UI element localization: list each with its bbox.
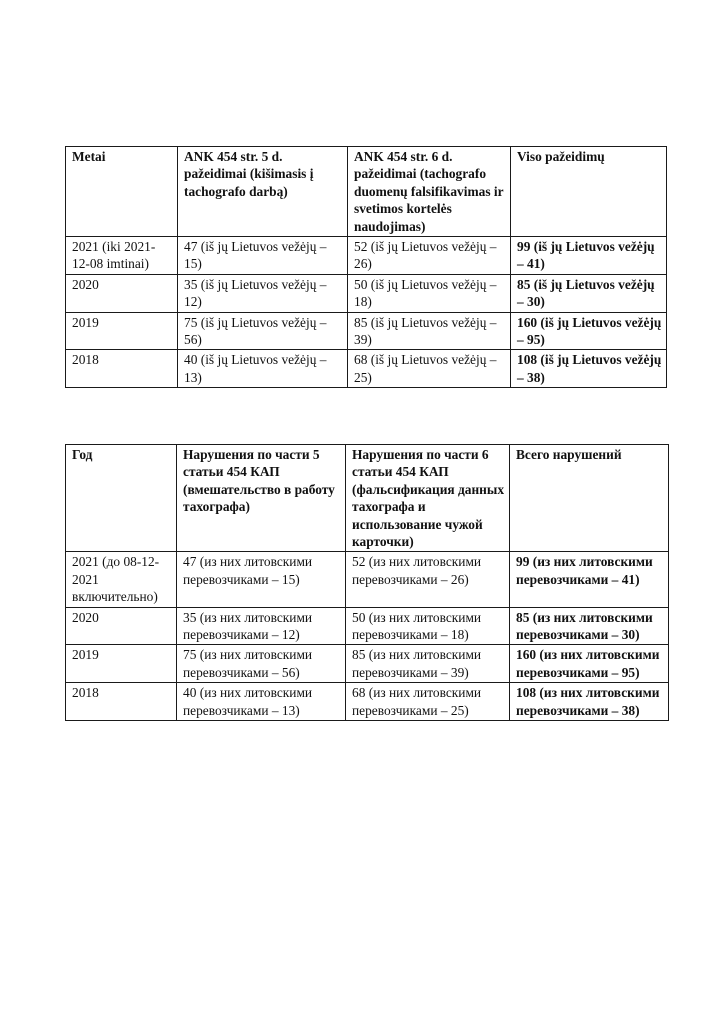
header-year: Год — [66, 445, 177, 552]
header-part6-violations: Нарушения по части 6 статьи 454 КАП (фальсификация данных тахографа и использование чужой карточки) — [346, 445, 510, 552]
cell-part6: 52 (iš jų Lietuvos vežėjų – 26) — [348, 237, 511, 275]
cell-part5: 75 (из них литовскими перевозчиками – 56) — [177, 645, 346, 683]
cell-part5: 35 (iš jų Lietuvos vežėjų – 12) — [178, 274, 348, 312]
table-row — [66, 312, 667, 350]
header-total-violations: Всего нарушений — [510, 445, 669, 552]
cell-part5: 47 (из них литовскими перевозчиками – 15) — [177, 552, 346, 607]
cell-total: 108 (из них литовскими перевозчиками – 38) — [510, 683, 669, 721]
cell-part6: 85 (из них литовскими перевозчиками – 39) — [346, 645, 510, 683]
cell-total: 108 (iš jų Lietuvos vežėjų – 38) — [511, 350, 667, 388]
cell-total: 160 (iš jų Lietuvos vežėjų – 95) — [511, 312, 667, 350]
cell-part6: 68 (из них литовскими перевозчиками – 25) — [346, 683, 510, 721]
table-row — [66, 350, 667, 388]
cell-part5: 40 (iš jų Lietuvos vežėjų – 13) — [178, 350, 348, 388]
cell-year: 2019 — [66, 312, 178, 350]
violations-table-lithuanian — [65, 146, 667, 388]
violations-table-russian — [65, 444, 669, 721]
cell-year: 2021 (iki 2021-12-08 imtinai) — [66, 237, 178, 275]
cell-part6: 50 (iš jų Lietuvos vežėjų – 18) — [348, 274, 511, 312]
cell-part5: 35 (из них литовскими перевозчиками – 12) — [177, 607, 346, 645]
cell-year: 2021 (до 08-12-2021 включительно) — [66, 552, 177, 607]
header-total-violations: Viso pažeidimų — [511, 147, 667, 237]
cell-year: 2018 — [66, 350, 178, 388]
cell-year: 2020 — [66, 274, 178, 312]
cell-total: 99 (iš jų Lietuvos vežėjų – 41) — [511, 237, 667, 275]
table-row — [66, 607, 669, 645]
cell-part5: 47 (iš jų Lietuvos vežėjų – 15) — [178, 237, 348, 275]
header-part5-violations: ANK 454 str. 5 d. pažeidimai (kišimasis į tachografo darbą) — [178, 147, 348, 237]
cell-year: 2020 — [66, 607, 177, 645]
cell-total: 85 (iš jų Lietuvos vežėjų – 30) — [511, 274, 667, 312]
table-header-row — [66, 445, 669, 552]
cell-part6: 52 (из них литовскими перевозчиками – 26) — [346, 552, 510, 607]
cell-part6: 50 (из них литовскими перевозчиками – 18) — [346, 607, 510, 645]
table-row — [66, 274, 667, 312]
cell-year: 2018 — [66, 683, 177, 721]
header-year: Metai — [66, 147, 178, 237]
cell-part5: 75 (iš jų Lietuvos vežėjų – 56) — [178, 312, 348, 350]
cell-part6: 68 (iš jų Lietuvos vežėjų – 25) — [348, 350, 511, 388]
cell-part5: 40 (из них литовскими перевозчиками – 13) — [177, 683, 346, 721]
header-part5-violations: Нарушения по части 5 статьи 454 КАП (вмешательство в работу тахографа) — [177, 445, 346, 552]
cell-total: 85 (из них литовскими перевозчиками – 30) — [510, 607, 669, 645]
cell-part6: 85 (iš jų Lietuvos vežėjų – 39) — [348, 312, 511, 350]
table-row — [66, 552, 669, 607]
table-row — [66, 683, 669, 721]
table-row — [66, 645, 669, 683]
table-row — [66, 237, 667, 275]
cell-total: 99 (из них литовскими перевозчиками – 41) — [510, 552, 669, 607]
header-part6-violations: ANK 454 str. 6 d. pažeidimai (tachografo duomenų falsifikavimas ir svetimos kortelės naudojimas) — [348, 147, 511, 237]
table-header-row — [66, 147, 667, 237]
cell-year: 2019 — [66, 645, 177, 683]
cell-total: 160 (из них литовскими перевозчиками – 95) — [510, 645, 669, 683]
